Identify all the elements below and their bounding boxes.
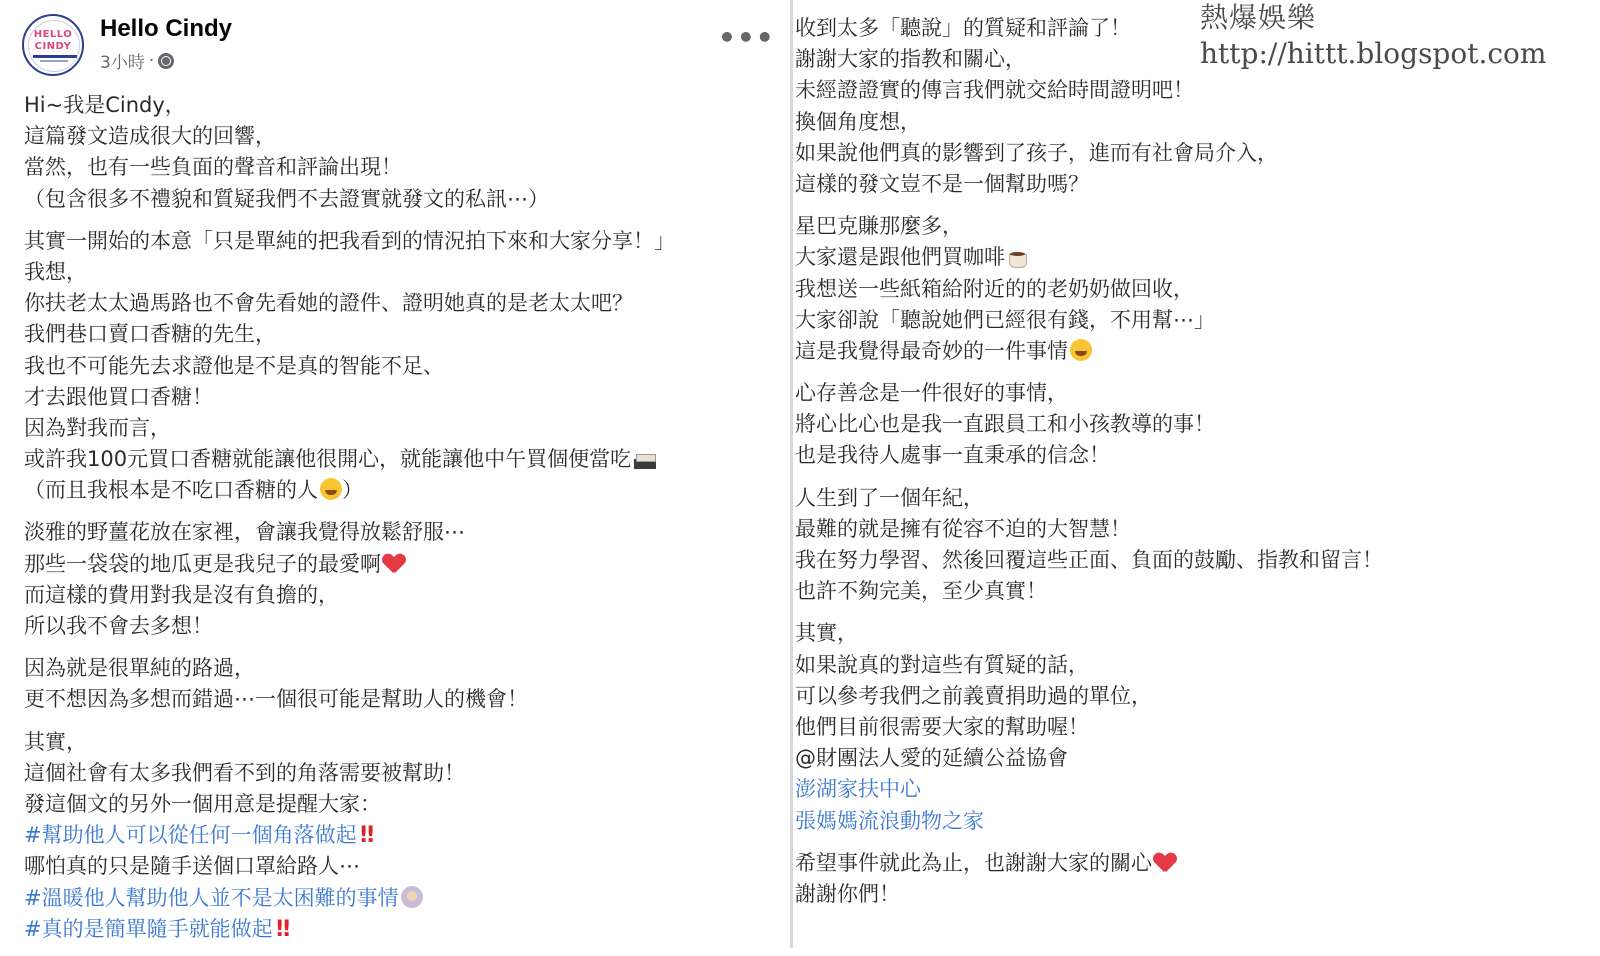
box-emoji-icon — [633, 451, 657, 469]
page-avatar[interactable] — [22, 14, 84, 76]
avatar-text-bottom: CINDY — [34, 41, 72, 52]
person-emoji-icon — [401, 886, 423, 908]
post-text: （包含很多不禮貌和質疑我們不去證實就發文的私訊⋯） — [24, 186, 549, 211]
post-text: 最難的就是擁有從容不迫的大智慧！ — [795, 516, 1131, 541]
post-line — [24, 184, 675, 215]
post-line — [795, 848, 1383, 879]
bang-emoji-icon: !! — [274, 916, 289, 942]
column-divider — [790, 0, 793, 948]
post-text: 那些一袋袋的地瓜更是我兒子的最愛啊 — [24, 551, 381, 576]
hashtag-link[interactable]: #真的是簡單隨手就能做起 — [24, 916, 273, 941]
post-text: Hi~我是Cindy， — [24, 93, 186, 117]
post-text: 我也不可能先去求證他是不是真的智能不足、 — [24, 353, 444, 378]
hashtag-line[interactable] — [24, 914, 675, 945]
post-paragraph — [24, 226, 675, 507]
post-line — [24, 351, 675, 382]
post-line — [795, 483, 1383, 514]
post-text: 心存善念是一件很好的事情， — [795, 381, 1068, 406]
post-text: 他們目前很需要大家的幫助喔！ — [795, 714, 1089, 739]
post-line — [795, 681, 1383, 712]
post-text-suffix: ） — [342, 478, 363, 503]
post-line — [24, 549, 675, 580]
post-line — [24, 517, 675, 548]
post-text: 我想送一些紙箱給附近的的老奶奶做回收， — [795, 276, 1194, 301]
post-text: 因為就是很單純的路過， — [24, 656, 255, 681]
hashtag-line[interactable] — [795, 774, 1383, 805]
post-line — [24, 611, 675, 642]
post-text: 大家卻說「聽說她們已經很有錢，不用幫⋯」 — [795, 307, 1215, 332]
post-text: 淡雅的野薑花放在家裡，會讓我覺得放鬆舒服⋯ — [24, 520, 465, 545]
post-line — [24, 444, 675, 475]
post-text: 哪怕真的只是隨手送個口罩給路人⋯ — [24, 854, 360, 879]
post-text: 我想， — [24, 259, 87, 284]
post-text: 或許我100元買口香糖就能讓他很開心，就能讓他中午買個便當吃 — [24, 447, 632, 472]
post-line — [795, 712, 1383, 743]
post-line — [795, 138, 1383, 169]
hashtag-link[interactable]: 張媽媽流浪動物之家 — [795, 808, 984, 833]
post-paragraph — [24, 727, 675, 945]
avatar-text-top: HELLO — [33, 29, 73, 40]
post-line — [24, 758, 675, 789]
post-line — [795, 409, 1383, 440]
post-text: 也是我待人處事一直秉承的信念！ — [795, 443, 1110, 468]
post-paragraph — [795, 848, 1383, 910]
post-paragraph — [795, 483, 1383, 608]
post-line — [24, 226, 675, 257]
heart-emoji-icon — [383, 554, 405, 574]
post-text: 希望事件就此為止，也謝謝大家的關心 — [795, 850, 1152, 875]
post-line — [24, 727, 675, 758]
post-text: 可以參考我們之前義賣捐助過的單位， — [795, 683, 1152, 708]
post-text: 更不想因為多想而錯過⋯一個很可能是幫助人的機會！ — [24, 687, 528, 712]
avatar-tagline — [40, 60, 68, 62]
post-text: 其實， — [795, 621, 858, 646]
post-timestamp[interactable]: 3小時 — [100, 53, 145, 73]
post-paragraph — [24, 653, 675, 715]
post-text: 星巴克賺那麼多， — [795, 214, 963, 239]
post-text: 你扶老太太過馬路也不會先看她的證件、證明她真的是老太太吧？ — [24, 291, 633, 316]
post-line — [795, 305, 1383, 336]
post-line — [795, 274, 1383, 305]
post-paragraph — [24, 90, 675, 215]
post-line — [795, 576, 1383, 607]
post-paragraph — [795, 211, 1383, 367]
post-line — [795, 743, 1383, 774]
avatar-bar — [33, 55, 77, 58]
post-paragraph — [795, 618, 1383, 836]
post-line — [795, 107, 1383, 138]
post-line — [795, 211, 1383, 242]
post-line — [24, 580, 675, 611]
post-line — [795, 169, 1383, 200]
globe-icon[interactable] — [158, 53, 174, 69]
post-line — [24, 653, 675, 684]
hashtag-line[interactable] — [24, 820, 675, 851]
post-line — [795, 75, 1383, 106]
post-text: （而且我根本是不吃口香糖的人 — [24, 478, 318, 503]
face-emoji-icon — [1070, 339, 1092, 361]
post-text: 大家還是跟他們買咖啡 — [795, 245, 1005, 270]
post-line — [24, 288, 675, 319]
post-meta — [100, 48, 174, 73]
post-text: 謝謝大家的指教和關心， — [795, 47, 1026, 72]
post-line — [24, 382, 675, 413]
post-line — [24, 475, 675, 506]
hashtag-line[interactable] — [24, 883, 675, 914]
post-body-right — [795, 13, 1383, 921]
cup-emoji-icon — [1007, 249, 1031, 267]
post-text: 這篇發文造成很大的回響， — [24, 124, 276, 149]
post-line — [24, 413, 675, 444]
post-text: 其實， — [24, 729, 87, 754]
watermark-title: 熱爆娛樂 — [1200, 1, 1317, 34]
post-text: 當然，也有一些負面的聲音和評論出現！ — [24, 155, 402, 180]
post-line — [795, 879, 1383, 910]
post-text: 發這個文的另外一個用意是提醒大家： — [24, 791, 381, 816]
post-text: 我們巷口賣口香糖的先生， — [24, 322, 276, 347]
post-line — [24, 121, 675, 152]
post-line — [24, 90, 675, 121]
post-text: 而這樣的費用對我是沒有負擔的， — [24, 582, 339, 607]
post-text: 其實一開始的本意「只是單純的把我看到的情況拍下來和大家分享！」 — [24, 228, 675, 253]
post-text: 如果說他們真的影響到了孩子，進而有社會局介入， — [795, 140, 1278, 165]
meta-separator: · — [148, 50, 155, 71]
post-text: 收到太多「聽說」的質疑和評論了！ — [795, 16, 1131, 40]
post-text: 我在努力學習、然後回覆這些正面、負面的鼓勵、指教和留言！ — [795, 548, 1383, 572]
hashtag-link[interactable]: 澎湖家扶中心 — [795, 777, 921, 802]
watermark-url: http://hittt.blogspot.com — [1200, 37, 1547, 70]
post-text: 如果說真的對這些有質疑的話， — [795, 652, 1089, 677]
face-emoji-icon — [320, 478, 342, 500]
more-options-button[interactable]: ••• — [718, 21, 775, 54]
post-body-left — [24, 90, 675, 956]
post-line — [795, 378, 1383, 409]
post-line — [24, 257, 675, 288]
post-text: 這是我覺得最奇妙的一件事情 — [795, 338, 1068, 363]
post-text: 謝謝你們！ — [795, 881, 900, 906]
page-name-link[interactable]: Hello Cindy — [100, 15, 233, 42]
post-line — [795, 440, 1383, 471]
post-paragraph — [795, 378, 1383, 472]
post-line — [24, 684, 675, 715]
post-text: 這個社會有太多我們看不到的角落需要被幫助！ — [24, 760, 465, 785]
hashtag-link[interactable]: #溫暖他人幫助他人並不是太困難的事情 — [24, 885, 399, 910]
post-text: 也許不夠完美，至少真實！ — [795, 579, 1047, 604]
post-text: 這樣的發文豈不是一個幫助嗎？ — [795, 171, 1089, 196]
bang-emoji-icon: !! — [358, 823, 373, 849]
post-line — [795, 242, 1383, 273]
hashtag-line[interactable] — [795, 806, 1383, 837]
post-line — [24, 789, 675, 820]
post-line — [795, 336, 1383, 367]
post-text: 將心比心也是我一直跟員工和小孩教導的事！ — [795, 412, 1215, 437]
post-text: @財團法人愛的延續公益協會 — [795, 746, 1068, 771]
hashtag-link[interactable]: #幫助他人可以從任何一個角落做起 — [24, 823, 357, 848]
post-line — [795, 514, 1383, 545]
post-line — [795, 618, 1383, 649]
post-line — [795, 650, 1383, 681]
post-line — [24, 319, 675, 350]
post-line — [24, 851, 675, 882]
post-paragraph — [24, 517, 675, 642]
post-text: 所以我不會去多想！ — [24, 614, 213, 638]
heart-emoji-icon — [1154, 853, 1176, 873]
post-text: 才去跟他買口香糖！ — [24, 384, 213, 409]
post-text: 換個角度想， — [795, 109, 921, 134]
watermark — [1200, 0, 1546, 72]
post-text: 未經證證實的傳言我們就交給時間證明吧！ — [795, 78, 1194, 103]
post-text: 人生到了一個年紀， — [795, 485, 984, 510]
post-text: 因為對我而言， — [24, 415, 171, 440]
post-line — [24, 152, 675, 183]
post-line — [795, 545, 1383, 576]
